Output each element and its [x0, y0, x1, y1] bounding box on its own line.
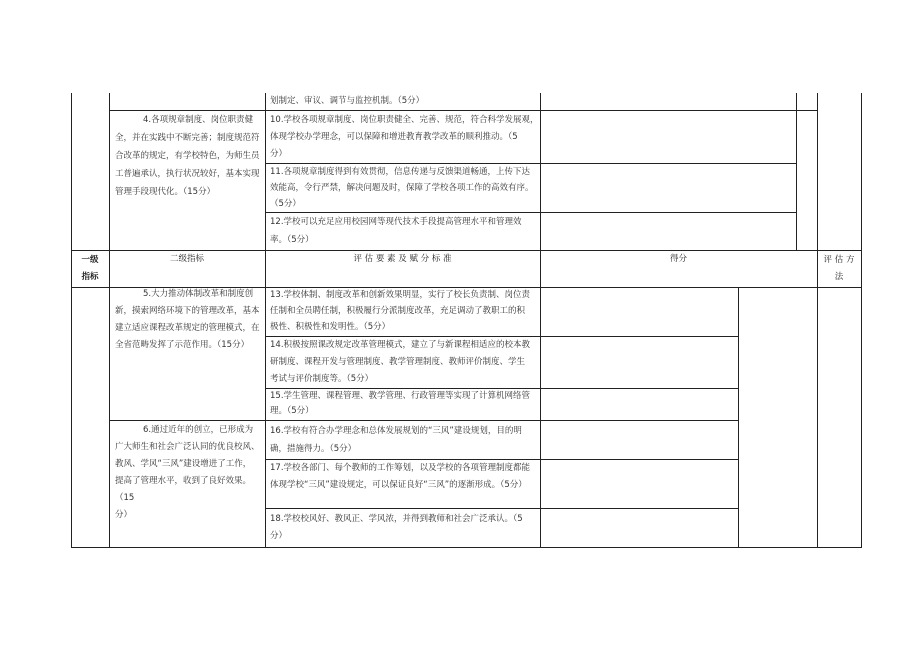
header-col5-line: 评 估 方 — [823, 255, 855, 265]
group5-line: 新，摸索网络环境下的管理改革，基本 — [115, 306, 260, 316]
group4-line: 管理手段现代化。（15分） — [115, 187, 216, 197]
row16-line: 确，措施得力。（5分） — [270, 444, 357, 454]
top-border-right — [861, 93, 862, 251]
row10-line: 体现学校办学理念，可以保障和增进教育教学改革的顺利推动。（5 — [270, 132, 518, 142]
group5-line: 建立适应课程改革规定的管理模式，在 — [115, 323, 260, 333]
top-col5-divider — [817, 93, 818, 251]
group4-line: 全，并在实践中不断完善；制度规范符 — [115, 133, 260, 143]
top-col1-divider — [109, 93, 110, 251]
row16-criteria — [270, 422, 540, 458]
header-secondary-indicator: 二级指标 — [169, 254, 204, 264]
row13-criteria — [270, 287, 540, 335]
row10-line: 10.学校各项规章制度、岗位职责健全、完善、规范，符合科学发展观， — [270, 115, 539, 125]
group6-line: 广大师生和社会广泛认同的优良校风、 — [115, 442, 260, 452]
row15-line: 15.学生管理、课程管理、教学管理、行政管理等实现了计算机网络管 — [270, 391, 531, 401]
header-score: 得分 — [669, 254, 687, 264]
row9-criteria-tail: 划制定、审议、调节与监控机制。（5分） — [270, 96, 425, 106]
bottom-border-right — [861, 250, 862, 548]
header-top-line — [71, 250, 862, 251]
row18-line: 18.学校校风好、教风正、学风浓，并得到教师和社会广泛承认。（5 — [270, 514, 523, 524]
row18-line: 分） — [270, 531, 288, 541]
row13-line: 极性、积极性和发明性。（5分） — [270, 322, 391, 332]
group6-secondary-indicator — [115, 422, 265, 524]
group4-line: 4.各项规章制度、岗位职责健 — [143, 115, 254, 125]
row17-line: 体现学校“三风”建设规定，可以保证良好“三风”的逐渐形成。（5分） — [270, 480, 527, 490]
row16-line: 16.学校有符合办学理念和总体发展规划的“三风”建设规划，目的明 — [270, 426, 522, 436]
row13-line: 任制和全员聘任制，积极履行分派制度改革，充足调动了教职工的积 — [270, 306, 526, 316]
row13-line: 13.学校体制、制度改革和创新效果明显，实行了校长负责制、岗位责 — [270, 290, 531, 300]
row18-criteria — [270, 511, 540, 545]
group6-line: 提高了管理水平，收到了良好效果。（15 — [115, 476, 252, 503]
group4-secondary-indicator — [115, 111, 265, 201]
row11-criteria — [270, 164, 540, 212]
row11-line: 效能高，令行严禁，解决问题及时，保障了学校各项工作的高效有序。 — [270, 183, 534, 193]
group5-secondary-indicator — [115, 286, 265, 354]
bottom-col1-divider — [109, 250, 110, 548]
group6-line: 分） — [115, 510, 133, 520]
row15-criteria — [270, 389, 540, 419]
top-col2-divider — [265, 93, 266, 251]
top-col3-divider — [540, 93, 541, 251]
row10-line: 分） — [270, 149, 288, 159]
group5-line: 全省范畴发挥了示范作用。（15分） — [115, 340, 250, 350]
row14-criteria — [270, 337, 540, 388]
bottom-col2-divider — [265, 250, 266, 548]
row12-criteria — [270, 213, 540, 249]
row11-line: 11.各项规章制度得到有效贯彻，信息传递与反馈渠道畅通，上传下达 — [270, 167, 531, 177]
header-criteria: 评 估 要 素 及 赋 分 标 准 — [353, 254, 452, 264]
row17-bottom-line — [265, 508, 739, 509]
row17-criteria — [270, 460, 540, 494]
row17-line: 17.学校各部门、每个教师的工作筹划，以及学校的各项管理制度都能 — [270, 463, 531, 473]
row14-line: 考试与评价制度等。（5分） — [270, 374, 374, 384]
group5-line: 5.大力推动体制改革和制度创 — [143, 289, 254, 299]
header-primary-indicator — [71, 252, 109, 286]
group6-line: 教风、学风“三风”建设增进了工作， — [115, 459, 252, 469]
header-method — [817, 252, 861, 286]
row14-line: 研制度、课程开发与管理制度、教学管理制度、教师评价制度、学生 — [270, 357, 526, 367]
row12-line: 率。（5分） — [270, 235, 314, 245]
header-col5-line: 法 — [834, 272, 844, 282]
group6-line: 6.通过近年的创立，已形成为 — [143, 425, 254, 435]
group4-line: 合改革的规定，有学校特色，为师生员 — [115, 151, 260, 161]
top-border-left — [71, 93, 72, 251]
header-col1-line: 一级 — [81, 255, 99, 265]
row10-criteria — [270, 112, 540, 163]
row12-line: 12.学校可以充足应用校园网等现代技术手段提高管理水平和管理效 — [270, 217, 522, 227]
row14-line: 14.积极按照课改规定改革管理模式，建立了与新课程相适应的校本教 — [270, 340, 531, 350]
bottom-col5-divider — [817, 287, 818, 548]
bottom-border-left — [71, 250, 72, 548]
header-col1-line: 指标 — [81, 272, 99, 282]
table-bottom-line — [71, 547, 862, 548]
group4-line: 工普遍承认，执行状况较好，基本实现 — [115, 169, 260, 179]
group5-bottom-line — [109, 420, 739, 421]
row11-line: （5分） — [270, 199, 301, 209]
row15-line: 理。（5分） — [270, 406, 314, 416]
top-col4-divider — [796, 93, 797, 251]
